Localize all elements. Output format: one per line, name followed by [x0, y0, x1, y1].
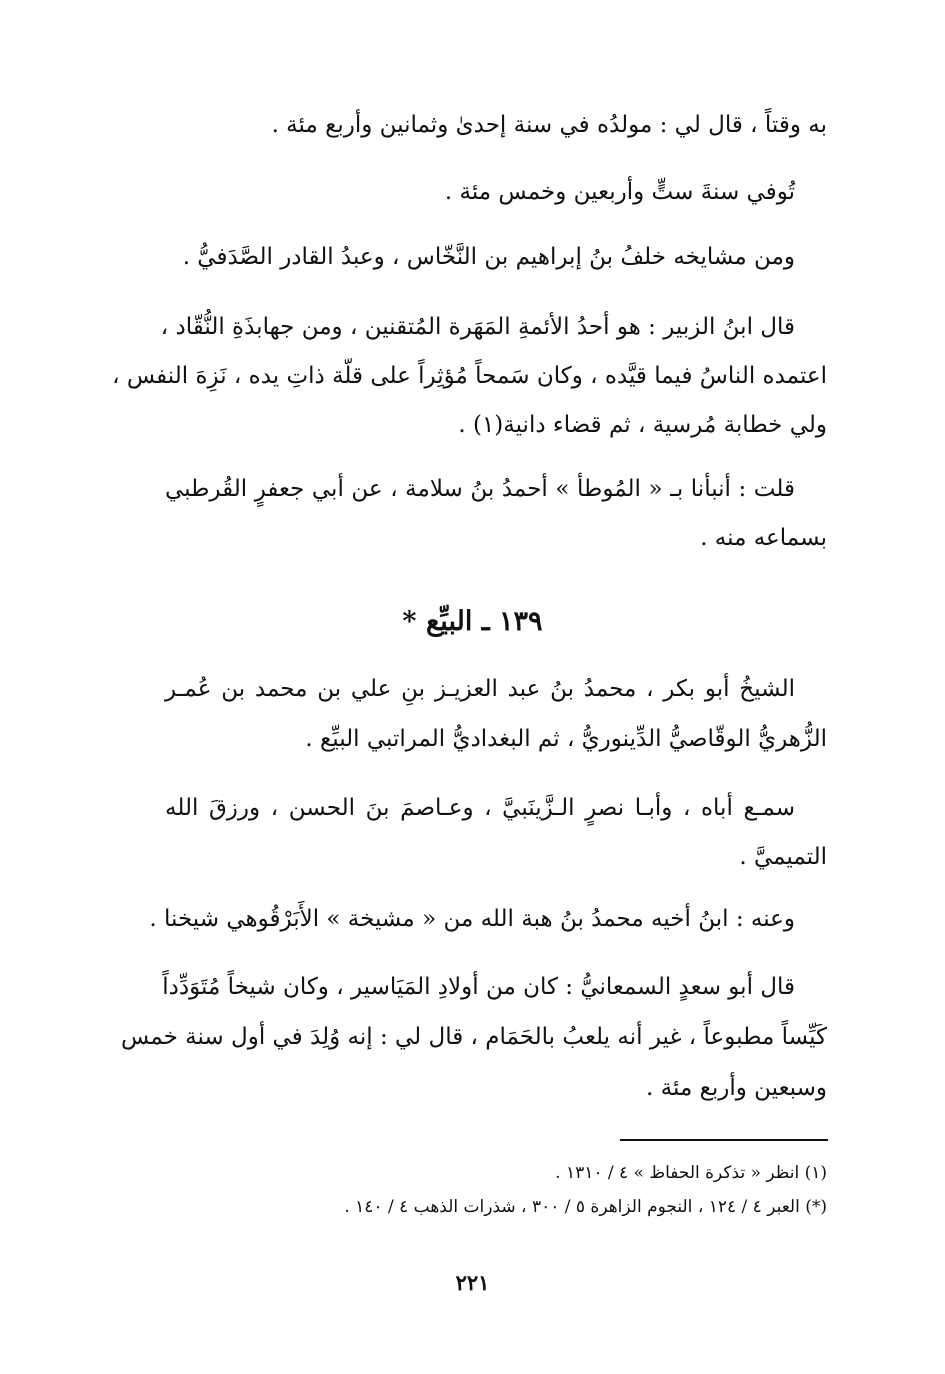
- footnote: (١) انظر « تذكرة الحفاظ » ٤ / ١٣١٠ .: [555, 1163, 827, 1183]
- text-line: به وقتاً ، قال لي : مولدُه في سنة إحدىٰ وثمانين وأربع مئة .: [271, 112, 827, 138]
- text-line: بسماعه منه .: [700, 525, 827, 551]
- text-line: تُوفي سنةَ ستٍّ وأربعين وخمس مئة .: [444, 179, 795, 205]
- text-line: وسبعين وأربع مئة .: [646, 1075, 827, 1101]
- text-line: الزُّهريُّ الوقّاصيُّ الدِّينوريُّ ، ثم البغداديُّ المراتبي البيِّع .: [305, 726, 827, 752]
- footnote-separator: [620, 1139, 828, 1141]
- page-number: ٢٢١: [455, 1270, 490, 1295]
- text-line: قال أبو سعدٍ السمعانيُّ : كان من أولادِ المَيَاسير ، وكان شيخاً مُتَوَدِّداً: [162, 974, 795, 1000]
- text-line: كَيِّساً مطبوعاً ، غير أنه يلعبُ بالحَمَام ، قال لي : إنه وُلِدَ في أول سنة خمس: [121, 1024, 827, 1050]
- text-line: ومن مشايخه خلفُ بنُ إبراهيم بن النَّخّاس ، وعبدُ القادر الصَّدَفيُّ .: [182, 244, 795, 270]
- text-line: ولي خطابة مُرسية ، ثم قضاء دانية(١) .: [458, 412, 827, 438]
- text-line: الشيخُ أبو بكر ، محمدُ بنُ عبد العزيـز بنِ علي بن محمد بن عُمـر: [165, 676, 795, 702]
- entry-heading: ١٣٩ ـ البيِّع *: [402, 606, 543, 637]
- text-line: قال ابنُ الزبير : هو أحدُ الأئمةِ المَهَرة المُتقنين ، ومن جهابذَةِ النُّقّاد ،: [160, 314, 795, 340]
- text-line: اعتمده الناسُ فيما قيَّده ، وكان سَمحاً مُؤثِراً على قلّة ذاتِ يده ، نَزِهَ النفس ،: [112, 363, 827, 389]
- footnote: (*) العبر ٤ / ١٢٤ ، النجوم الزاهرة ٥ / ٣٠٠ ، شذرات الذهب ٤ / ١٤٠ .: [344, 1197, 827, 1217]
- text-line: سمـع أباه ، وأبـا نصرٍ الـزَّينَبيَّ ، وعـاصمَ بنَ الحسن ، ورزقَ الله: [165, 795, 795, 821]
- text-line: وعنه : ابنُ أخيه محمدُ بنُ هبة الله من « مشيخة » الأَبَرْقُوهي شيخنا .: [149, 906, 795, 932]
- text-line: التميميَّ .: [739, 844, 827, 870]
- text-line: قلت : أنبأنا بـ « المُوطأ » أحمدُ بنُ سلامة ، عن أبي جعفرٍ القُرطبي: [165, 476, 795, 502]
